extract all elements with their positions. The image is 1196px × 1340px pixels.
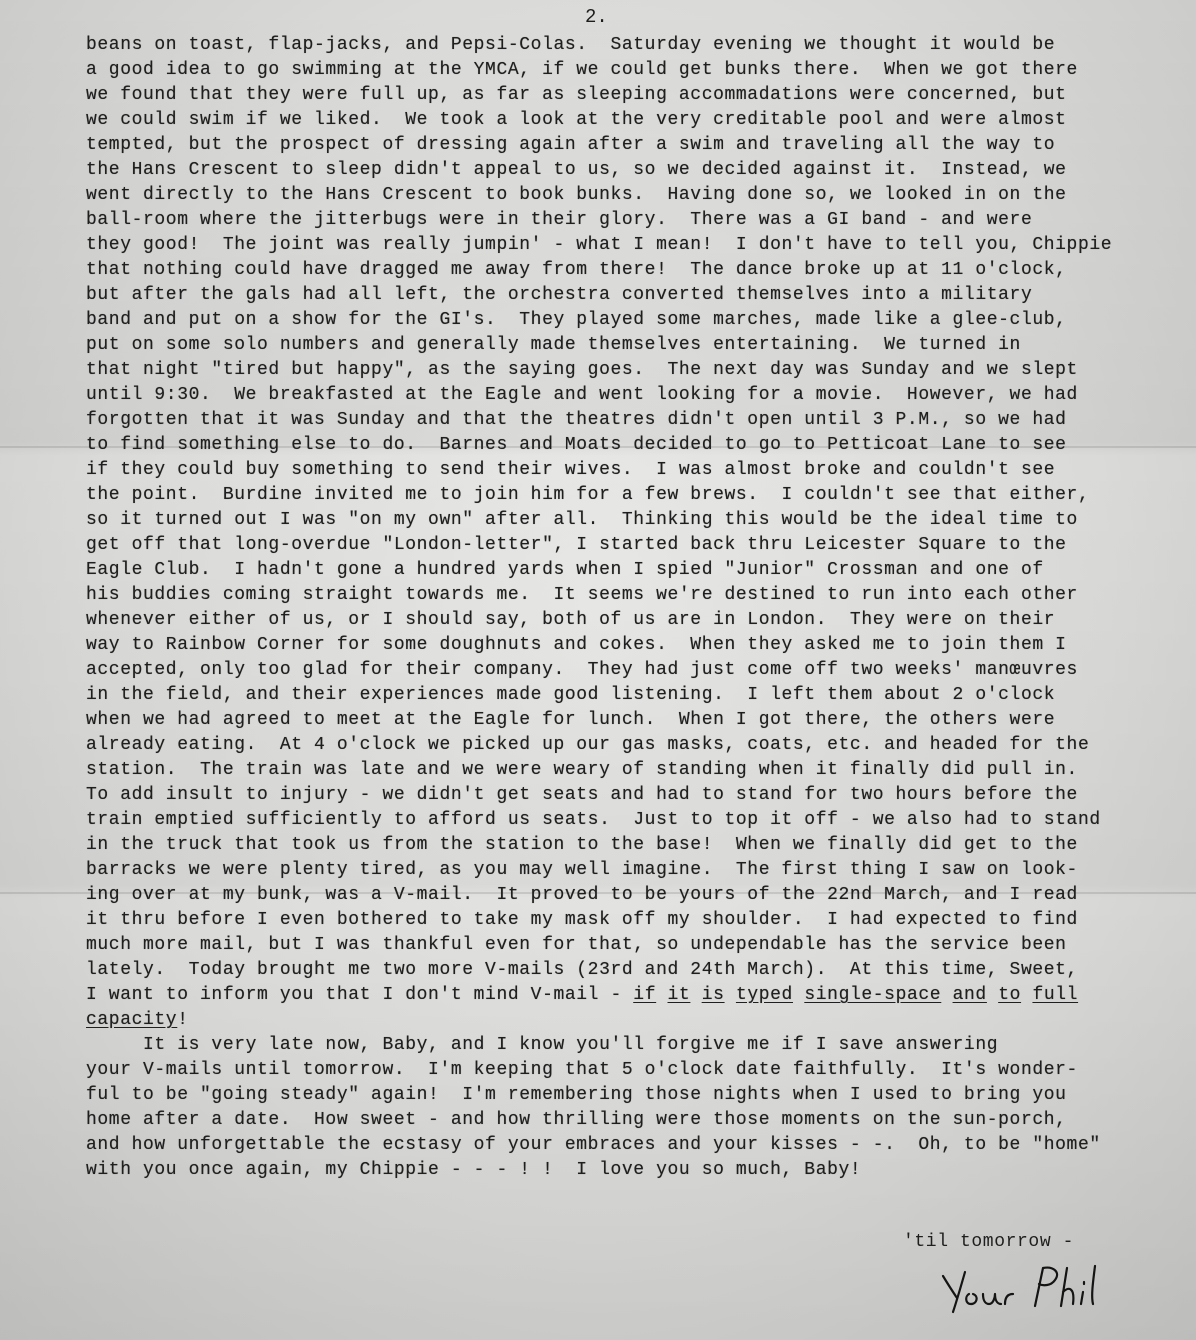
text-line: that night "tired but happy", as the saying goes. The next day was Sunday and we slept (86, 360, 1078, 380)
underlined-word: and (952, 985, 987, 1005)
text-line: Eagle Club. I hadn't gone a hundred yards when I spied "Junior" Crossman and one of (86, 560, 1044, 580)
page-number: 2. (585, 6, 608, 28)
text-line: in the field, and their experiences made good listening. I left them about 2 o'clock (86, 685, 1056, 705)
underlined-word: typed (735, 985, 793, 1005)
text-line: To add insult to injury - we didn't get seats and had to stand for two hours before the (86, 785, 1078, 805)
text-line: the Hans Crescent to sleep didn't appeal to us, so we decided against it. Instead, we (86, 160, 1067, 180)
text-line: the point. Burdine invited me to join him for a few brews. I couldn't see that either, (86, 485, 1090, 505)
underlined-word: it (667, 985, 691, 1005)
text-line: accepted, only too glad for their company. They had just come off two weeks' manœuvres (86, 660, 1078, 680)
text-plain: ! (177, 1010, 189, 1030)
text-line: lately. Today brought me two more V-mails (23rd and 24th March). At this time, Sweet, (86, 960, 1078, 980)
closing-line: 'til tomorrow - (903, 1232, 1075, 1252)
text-line: that nothing could have dragged me away from there! The dance broke up at 11 o'clock, (86, 260, 1067, 280)
text-line: so it turned out I was "on my own" after all. Thinking this would be the ideal time to (86, 510, 1078, 530)
underlined-word: is (701, 985, 725, 1005)
text-line: when we had agreed to meet at the Eagle for lunch. When I got there, the others were (86, 710, 1056, 730)
text-line: if they could buy something to send their wives. I was almost broke and couldn't see (86, 460, 1056, 480)
text-line: until 9:30. We breakfasted at the Eagle and went looking for a movie. However, we had (86, 385, 1078, 405)
text-line: forgotten that it was Sunday and that the theatres didn't open until 3 P.M., so we had (86, 410, 1067, 430)
text-line: they good! The joint was really jumpin' - what I mean! I don't have to tell you, Chippie (86, 235, 1113, 255)
text-line: band and put on a show for the GI's. They played some marches, made like a glee-club, (86, 310, 1067, 330)
text-line: it thru before I even bothered to take my mask off my shoulder. I had expected to find (86, 910, 1078, 930)
text-line: tempted, but the prospect of dressing again after a swim and traveling all the way to (86, 135, 1056, 155)
text-line: ball-room where the jitterbugs were in their glory. There was a GI band - and were (86, 210, 1033, 230)
handwritten-signature (935, 1258, 1125, 1318)
underlined-word: to (998, 985, 1022, 1005)
text-line: put on some solo numbers and generally made themselves entertaining. We turned in (86, 335, 1021, 355)
text-plain: I want to inform you that I don't mind V-mail - (86, 985, 634, 1005)
text-line: ful to be "going steady" again! I'm remembering those nights when I used to bring you (86, 1085, 1067, 1105)
text-line: It is very late now, Baby, and I know you'll forgive me if I save answering (86, 1035, 999, 1055)
text-line: much more mail, but I was thankful even for that, so undependable has the service been (86, 935, 1067, 955)
text-line: went directly to the Hans Crescent to book bunks. Having done so, we looked in on the (86, 185, 1067, 205)
letter-body (86, 33, 1186, 1183)
text-line: your V-mails until tomorrow. I'm keeping that 5 o'clock date faithfully. It's wonder- (86, 1060, 1078, 1080)
underlined-word: if (633, 985, 657, 1005)
text-line: to find something else to do. Barnes and Moats decided to go to Petticoat Lane to see (86, 435, 1067, 455)
text-line: his buddies coming straight towards me. It seems we're destined to run into each other (86, 585, 1078, 605)
text-line-emphasis (86, 1008, 1186, 1033)
underlined-word: capacity (86, 1010, 178, 1030)
underlined-word: full (1032, 985, 1079, 1005)
text-line: barracks we were plenty tired, as you may well imagine. The first thing I saw on look- (86, 860, 1078, 880)
text-line: with you once again, my Chippie - - - ! ! I love you so much, Baby! (86, 1160, 862, 1180)
text-line: but after the gals had all left, the orchestra converted themselves into a military (86, 285, 1033, 305)
text-line: station. The train was late and we were weary of standing when it finally did pull in. (86, 760, 1078, 780)
text-line: ing over at my bunk, was a V-mail. It proved to be yours of the 22nd March, and I read (86, 885, 1078, 905)
text-line: beans on toast, flap-jacks, and Pepsi-Colas. Saturday evening we thought it would be (86, 35, 1056, 55)
text-line: in the truck that took us from the station to the base! When we finally did get to the (86, 835, 1078, 855)
text-line: a good idea to go swimming at the YMCA, if we could get bunks there. When we got there (86, 60, 1078, 80)
text-line: get off that long-overdue "London-letter", I started back thru Leicester Square to the (86, 535, 1067, 555)
text-line: train emptied sufficiently to afford us seats. Just to top it off - we also had to stand (86, 810, 1101, 830)
text-line-emphasis (86, 983, 1186, 1008)
text-line: whenever either of us, or I should say, both of us are in London. They were on their (86, 610, 1056, 630)
text-line: and how unforgettable the ecstasy of your embraces and your kisses - -. Oh, to be "home" (86, 1135, 1101, 1155)
text-line: already eating. At 4 o'clock we picked up our gas masks, coats, etc. and headed for the (86, 735, 1090, 755)
text-line: we found that they were full up, as far as sleeping accommadations were concerned, but (86, 85, 1067, 105)
underlined-word: single-space (804, 985, 942, 1005)
text-line: we could swim if we liked. We took a look at the very creditable pool and were almost (86, 110, 1067, 130)
text-line: home after a date. How sweet - and how thrilling were those moments on the sun-porch, (86, 1110, 1067, 1130)
text-line: way to Rainbow Corner for some doughnuts and cokes. When they asked me to join them I (86, 635, 1067, 655)
